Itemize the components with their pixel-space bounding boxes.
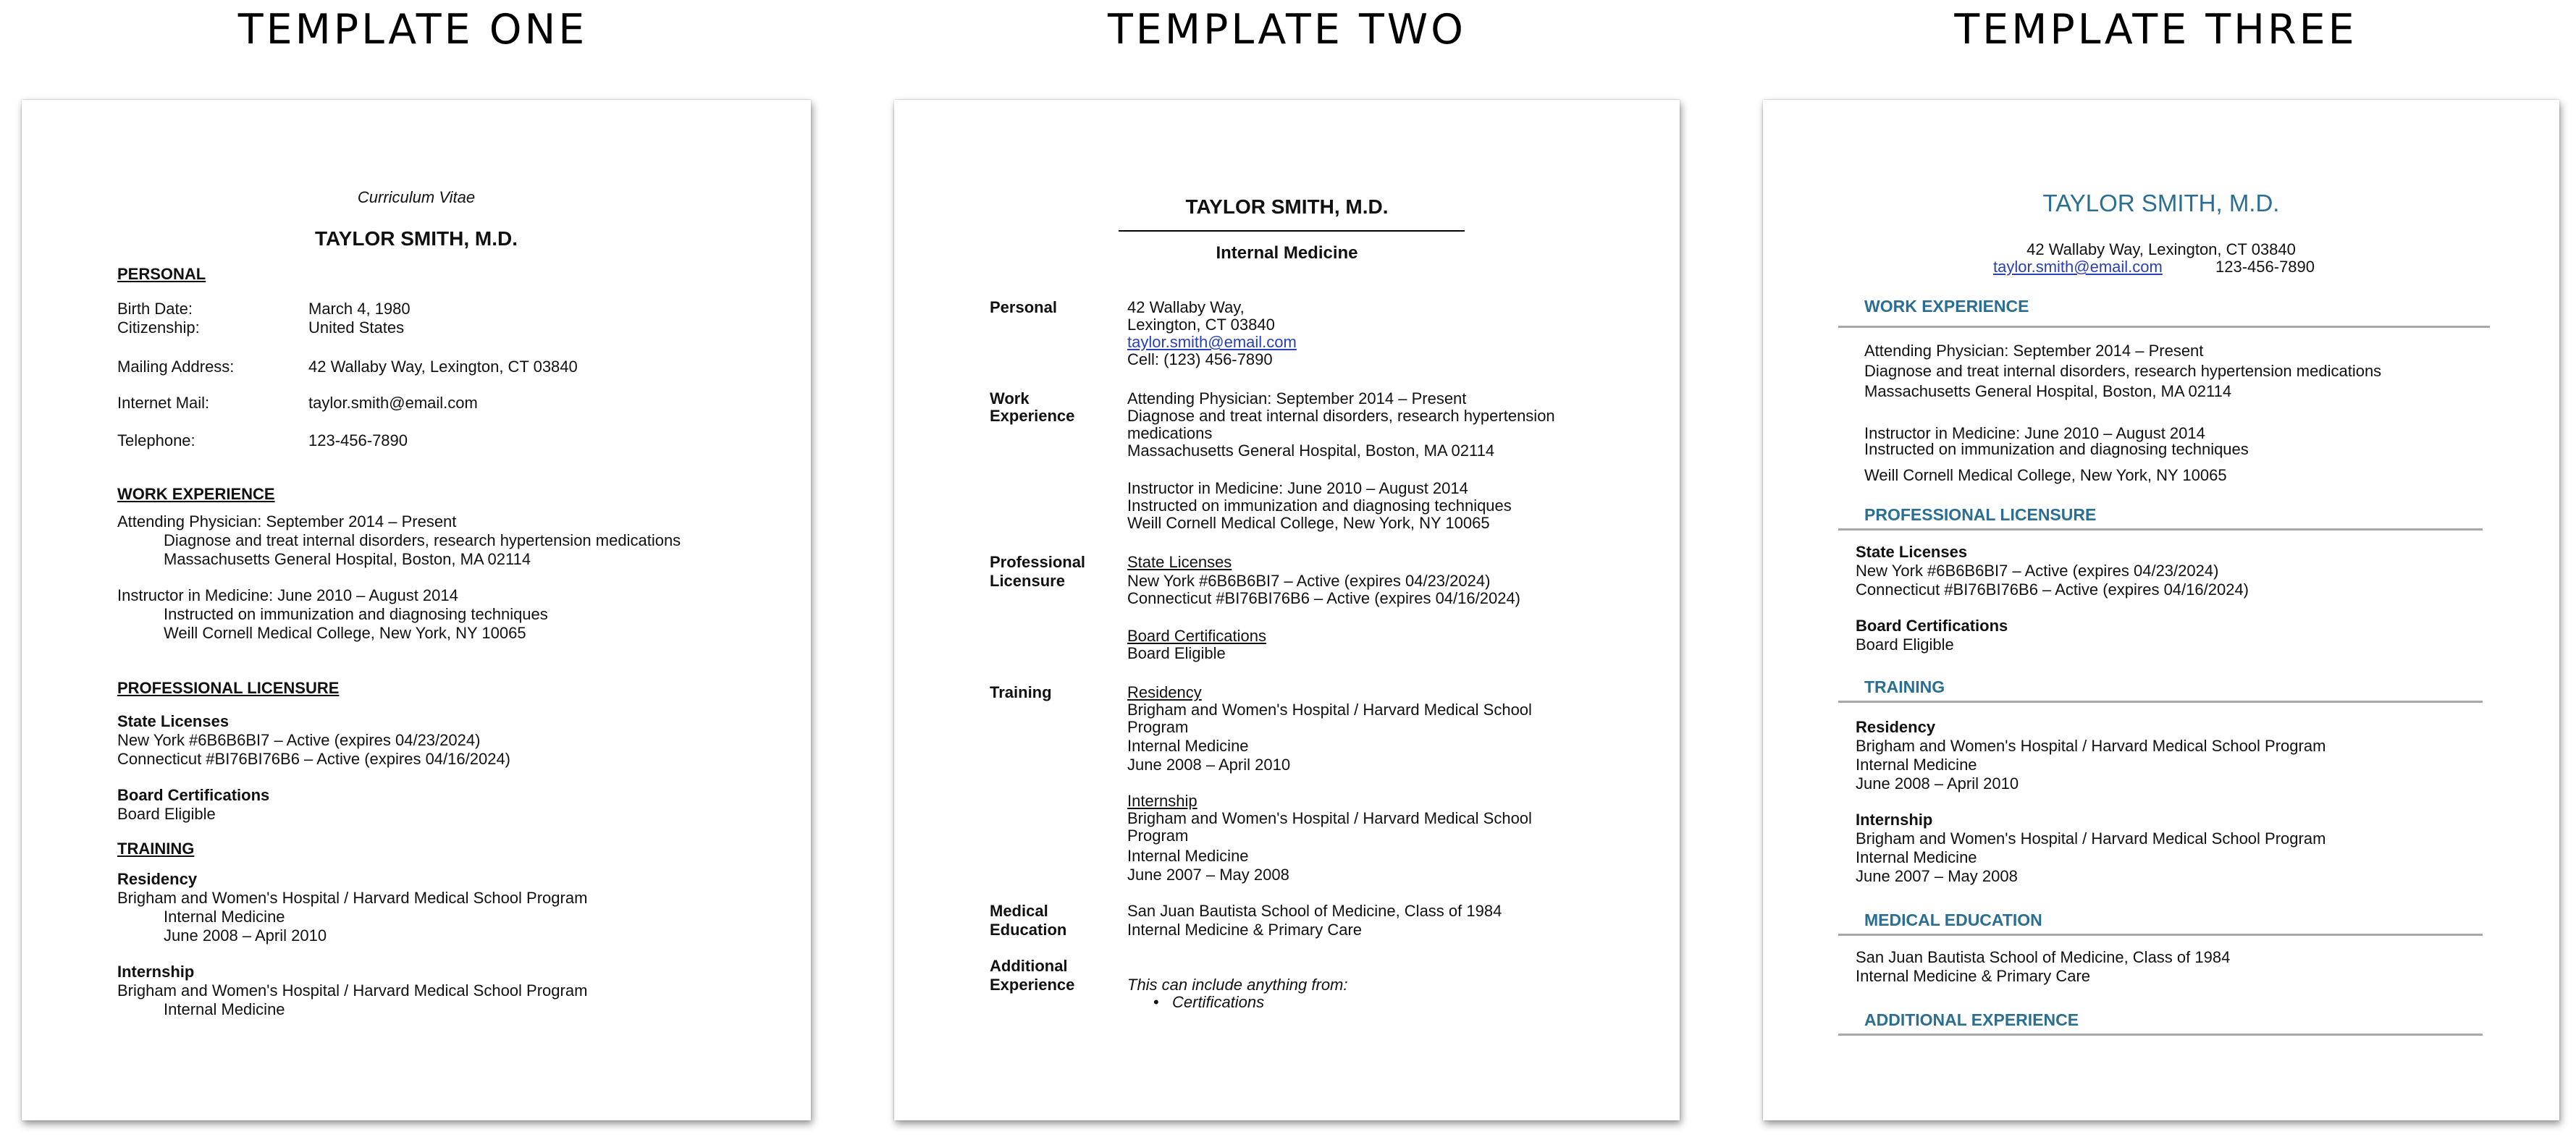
work-experience-heading: WORK EXPERIENCE bbox=[117, 485, 275, 503]
residency-dates: June 2008 – April 2010 bbox=[1127, 756, 1291, 774]
medical-focus: Internal Medicine & Primary Care bbox=[1856, 967, 2091, 985]
work-experience-heading: WORK EXPERIENCE bbox=[1864, 297, 2029, 316]
specialty-title: Internal Medicine bbox=[1216, 243, 1358, 263]
address: 42 Wallaby Way, Lexington, CT 03840 bbox=[2026, 240, 2296, 258]
board-certifications-label: Board Certifications bbox=[1127, 627, 1266, 645]
name-divider bbox=[1119, 230, 1465, 232]
template-one-title: TEMPLATE ONE bbox=[237, 6, 588, 54]
ct-license: Connecticut #BI76BI76B6 – Active (expires 04/16/2024) bbox=[117, 750, 511, 768]
job2-description: Instructed on immunization and diagnosing techniques bbox=[1127, 497, 1512, 515]
licensure-label-line2: Licensure bbox=[990, 572, 1065, 590]
medical-school: San Juan Bautista School of Medicine, Class of 1984 bbox=[1856, 948, 2231, 966]
additional-experience-heading: ADDITIONAL EXPERIENCE bbox=[1864, 1010, 2079, 1029]
internship-specialty: Internal Medicine bbox=[1127, 847, 1249, 865]
job1-title: Attending Physician: September 2014 – Present bbox=[117, 512, 457, 531]
residency-location-line1: Brigham and Women's Hospital / Harvard Medical School bbox=[1127, 701, 1532, 719]
internship-label: Internship bbox=[117, 963, 195, 981]
board-certifications-value: Board Eligible bbox=[1127, 644, 1226, 662]
phone: 123-456-7890 bbox=[2215, 258, 2315, 276]
internship-location-line1: Brigham and Women's Hospital / Harvard Medical School bbox=[1127, 809, 1532, 827]
board-certifications-value: Board Eligible bbox=[117, 805, 216, 823]
template-two-title: TEMPLATE TWO bbox=[1107, 6, 1466, 54]
resume-name: TAYLOR SMITH, M.D. bbox=[1185, 195, 1389, 218]
birth-date-label: Birth Date: bbox=[117, 300, 193, 318]
internship-label: Internship bbox=[1127, 792, 1197, 810]
template-one-page bbox=[22, 100, 811, 1120]
section-rule bbox=[1838, 1034, 2483, 1036]
residency-location: Brigham and Women's Hospital / Harvard Medical School Program bbox=[1856, 737, 2326, 755]
job2-description: Instructed on immunization and diagnosing techniques bbox=[1864, 440, 2249, 458]
work-label-line1: Work bbox=[990, 389, 1030, 407]
licensure-heading: PROFESSIONAL LICENSURE bbox=[1864, 505, 2097, 524]
citizenship-value: United States bbox=[308, 318, 405, 337]
internship-dates: June 2007 – May 2008 bbox=[1127, 866, 1289, 884]
job1-title: Attending Physician: September 2014 – Present bbox=[1127, 389, 1467, 407]
birth-date-value: March 4, 1980 bbox=[308, 300, 411, 318]
internship-location-line2: Program bbox=[1127, 827, 1189, 845]
med-education-label-line2: Education bbox=[990, 921, 1067, 939]
state-licenses-label: State Licenses bbox=[1127, 553, 1232, 571]
residency-dates: June 2008 – April 2010 bbox=[1856, 774, 2019, 793]
licensure-heading: PROFESSIONAL LICENSURE bbox=[117, 679, 340, 697]
licensure-label-line1: Professional bbox=[990, 553, 1086, 571]
section-rule bbox=[1838, 701, 2483, 703]
residency-specialty: Internal Medicine bbox=[1856, 756, 1977, 774]
internship-label: Internship bbox=[1856, 811, 1933, 829]
job2-location: Weill Cornell Medical College, New York, NY 10065 bbox=[164, 624, 526, 642]
personal-label: Personal bbox=[990, 298, 1057, 316]
ct-license: Connecticut #BI76BI76B6 – Active (expires 04/16/2024) bbox=[1856, 580, 2249, 599]
residency-dates: June 2008 – April 2010 bbox=[164, 926, 327, 945]
internship-specialty: Internal Medicine bbox=[1856, 848, 1977, 866]
job1-description: Diagnose and treat internal disorders, research hypertension medications bbox=[164, 531, 681, 549]
work-label-line2: Experience bbox=[990, 407, 1075, 425]
med-education-label-line1: Medical bbox=[990, 902, 1048, 920]
resume-name: TAYLOR SMITH, M.D. bbox=[315, 227, 518, 250]
ny-license: New York #6B6B6BI7 – Active (expires 04/23/2024) bbox=[1856, 562, 2219, 580]
residency-location: Brigham and Women's Hospital / Harvard Medical School Program bbox=[117, 889, 588, 907]
bullet-icon: • bbox=[1153, 993, 1159, 1011]
mailing-address-label: Mailing Address: bbox=[117, 358, 235, 376]
additional-label-line1: Additional bbox=[990, 957, 1068, 975]
residency-specialty: Internal Medicine bbox=[1127, 737, 1249, 755]
ct-license: Connecticut #BI76BI76B6 – Active (expires 04/16/2024) bbox=[1127, 589, 1521, 607]
board-certifications-label: Board Certifications bbox=[1856, 617, 2008, 635]
job1-description-line2: medications bbox=[1127, 424, 1213, 442]
template-three-title: TEMPLATE THREE bbox=[1954, 6, 2357, 54]
job1-description: Diagnose and treat internal disorders, research hypertension medications bbox=[1864, 362, 2382, 380]
job2-title: Instructor in Medicine: June 2010 – August 2014 bbox=[117, 586, 458, 604]
telephone-label: Telephone: bbox=[117, 431, 195, 449]
telephone-value: 123-456-7890 bbox=[308, 431, 408, 449]
ny-license: New York #6B6B6BI7 – Active (expires 04/23/2024) bbox=[1127, 572, 1491, 590]
section-rule bbox=[1838, 934, 2483, 936]
resume-name: TAYLOR SMITH, M.D. bbox=[2042, 190, 2280, 216]
cv-label: Curriculum Vitae bbox=[357, 188, 476, 206]
job2-description: Instructed on immunization and diagnosing techniques bbox=[164, 605, 548, 623]
state-licenses-label: State Licenses bbox=[117, 712, 230, 730]
additional-bullet-item: Certifications bbox=[1172, 993, 1265, 1011]
training-heading: TRAINING bbox=[117, 840, 195, 858]
job2-location: Weill Cornell Medical College, New York, NY 10065 bbox=[1864, 466, 2227, 484]
residency-label: Residency bbox=[117, 870, 198, 888]
mailing-address-value: 42 Wallaby Way, Lexington, CT 03840 bbox=[308, 358, 578, 376]
residency-location-line2: Program bbox=[1127, 718, 1189, 736]
cell-phone: Cell: (123) 456-7890 bbox=[1127, 350, 1273, 368]
job1-title: Attending Physician: September 2014 – Present bbox=[1864, 342, 2204, 360]
citizenship-label: Citizenship: bbox=[117, 318, 200, 337]
job1-location: Massachusetts General Hospital, Boston, MA 02114 bbox=[1864, 382, 2232, 400]
template-two-page bbox=[894, 100, 1680, 1120]
additional-note: This can include anything from: bbox=[1127, 976, 1348, 994]
internship-specialty: Internal Medicine bbox=[164, 1000, 285, 1018]
job1-location: Massachusetts General Hospital, Boston, MA 02114 bbox=[164, 550, 531, 568]
additional-label-line2: Experience bbox=[990, 976, 1075, 994]
medical-education-heading: MEDICAL EDUCATION bbox=[1864, 910, 2042, 929]
internet-mail-label: Internet Mail: bbox=[117, 394, 210, 412]
state-licenses-label: State Licenses bbox=[1856, 543, 1968, 561]
email-link[interactable]: taylor.smith@email.com bbox=[1127, 333, 1297, 351]
residency-specialty: Internal Medicine bbox=[164, 908, 285, 926]
address-line1: 42 Wallaby Way, bbox=[1127, 298, 1245, 316]
internship-dates: June 2007 – May 2008 bbox=[1856, 867, 2018, 885]
internship-location: Brigham and Women's Hospital / Harvard Medical School Program bbox=[117, 981, 588, 1000]
residency-label: Residency bbox=[1856, 718, 1936, 736]
medical-focus: Internal Medicine & Primary Care bbox=[1127, 921, 1363, 939]
job1-description-line1: Diagnose and treat internal disorders, research hypertension bbox=[1127, 407, 1555, 425]
section-rule bbox=[1838, 326, 2490, 328]
board-certifications-label: Board Certifications bbox=[117, 786, 270, 804]
job2-location: Weill Cornell Medical College, New York, NY 10065 bbox=[1127, 514, 1490, 532]
ny-license: New York #6B6B6BI7 – Active (expires 04/23/2024) bbox=[117, 731, 481, 749]
section-rule bbox=[1838, 528, 2483, 531]
board-certifications-value: Board Eligible bbox=[1856, 635, 1954, 654]
internship-location: Brigham and Women's Hospital / Harvard Medical School Program bbox=[1856, 829, 2326, 848]
address-line2: Lexington, CT 03840 bbox=[1127, 316, 1275, 334]
job1-location: Massachusetts General Hospital, Boston, MA 02114 bbox=[1127, 441, 1495, 460]
template-three-page bbox=[1763, 100, 2559, 1120]
training-label: Training bbox=[990, 683, 1052, 701]
medical-school: San Juan Bautista School of Medicine, Class of 1984 bbox=[1127, 902, 1502, 920]
internet-mail-value: taylor.smith@email.com bbox=[308, 394, 478, 412]
training-heading: TRAINING bbox=[1864, 677, 1945, 696]
job2-title: Instructor in Medicine: June 2010 – August 2014 bbox=[1127, 479, 1468, 497]
job2-title: Instructor in Medicine: June 2010 – August 2014 bbox=[1864, 424, 2205, 442]
personal-heading: PERSONAL bbox=[117, 265, 206, 283]
residency-label: Residency bbox=[1127, 683, 1202, 701]
email-link[interactable]: taylor.smith@email.com bbox=[1993, 258, 2163, 276]
